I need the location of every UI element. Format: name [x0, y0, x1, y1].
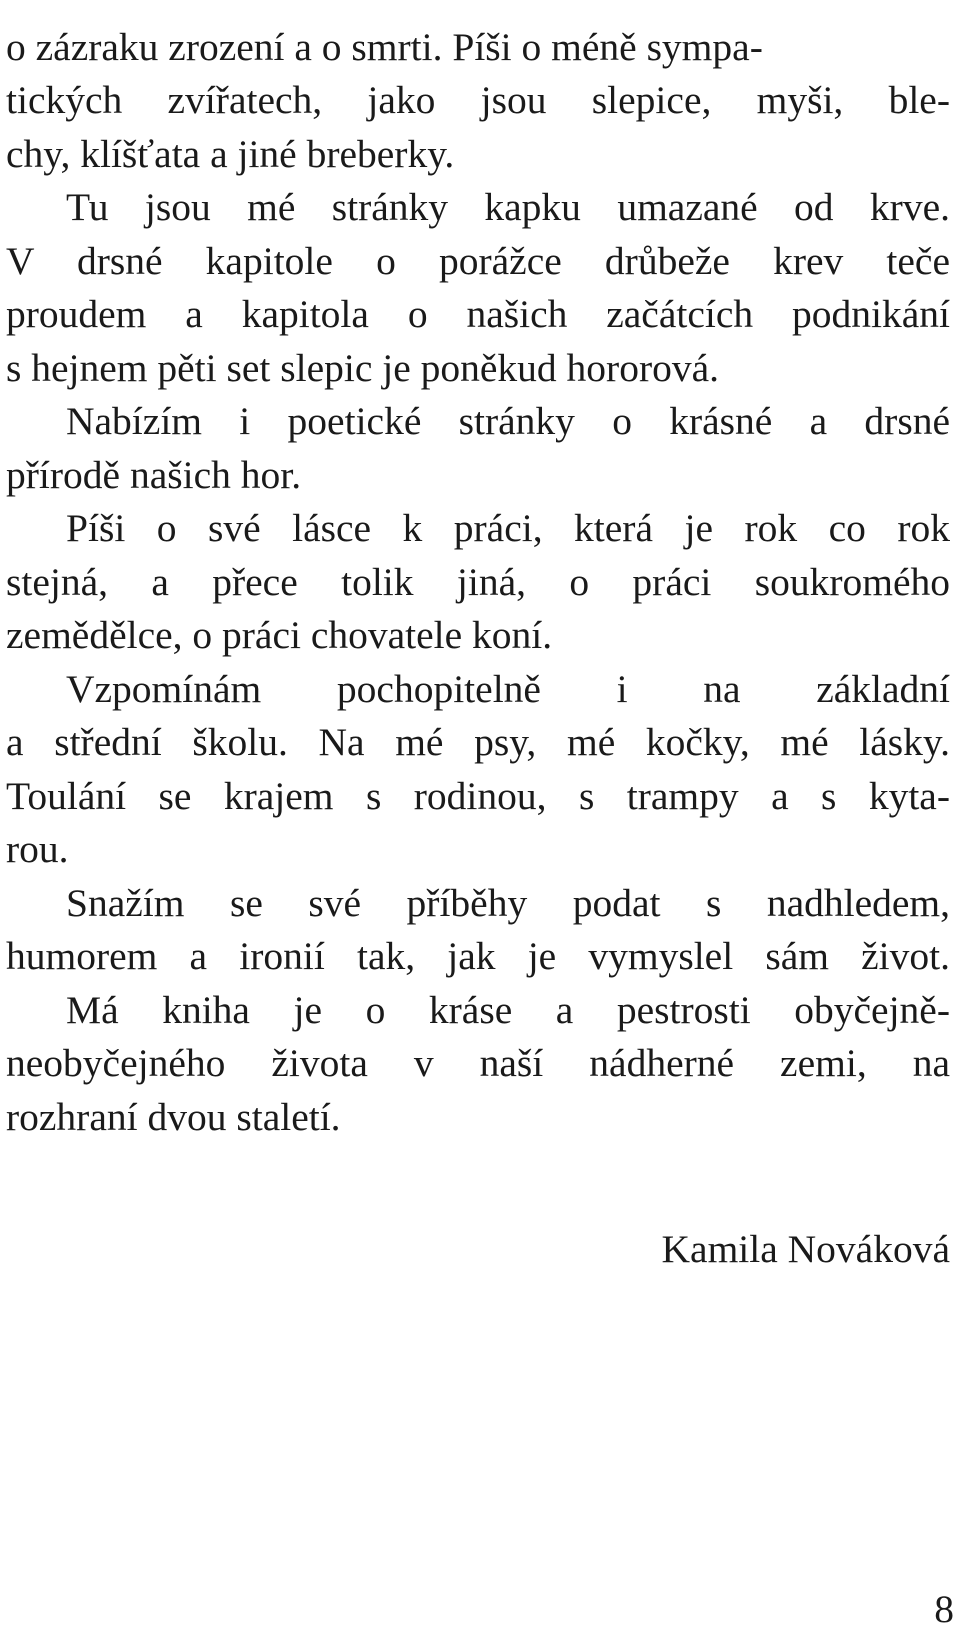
author-signature: Kamila Nováková: [661, 1227, 950, 1271]
page-number: 8: [934, 1587, 954, 1631]
text-line-5: V drsné kapitole o porážce drůbeže krev teče: [6, 239, 950, 283]
text-line-21: rozhraní dvou staletí.: [6, 1095, 341, 1139]
text-line-14: a střední školu. Na mé psy, mé kočky, mé lásky.: [6, 720, 950, 764]
text-line-17: Snažím se své příběhy podat s nadhledem,: [66, 881, 950, 925]
text-line-12: zemědělce, o práci chovatele koní.: [6, 613, 553, 657]
text-line-18: humorem a ironií tak, jak je vymyslel sám život.: [6, 934, 950, 978]
text-line-19: Má kniha je o kráse a pestrosti obyčejně-: [66, 988, 950, 1032]
text-line-9: přírodě našich hor.: [6, 453, 302, 497]
text-line-11: stejná, a přece tolik jiná, o práci soukromého: [6, 560, 950, 604]
text-line-1: o zázraku zrození a o smrti. Píši o méně sympa-: [6, 25, 763, 69]
text-line-16: rou.: [6, 827, 69, 871]
text-line-20: neobyčejného života v naší nádherné zemi, na: [6, 1041, 950, 1085]
text-line-2: tických zvířatech, jako jsou slepice, myši, ble-: [6, 78, 950, 122]
text-line-8: Nabízím i poetické stránky o krásné a drsné: [66, 399, 950, 443]
text-line-13: Vzpomínám pochopitelně i na základní: [66, 667, 950, 711]
text-line-15: Toulání se krajem s rodinou, s trampy a s kyta-: [6, 774, 950, 818]
text-line-10: Píši o své lásce k práci, která je rok co rok: [66, 506, 950, 550]
text-line-3: chy, klíšťata a jiné breberky.: [6, 132, 455, 176]
text-line-7: s hejnem pěti set slepic je poněkud hororová.: [6, 346, 720, 390]
text-line-4: Tu jsou mé stránky kapku umazané od krve.: [66, 185, 950, 229]
text-line-6: proudem a kapitola o našich začátcích podnikání: [6, 292, 950, 336]
